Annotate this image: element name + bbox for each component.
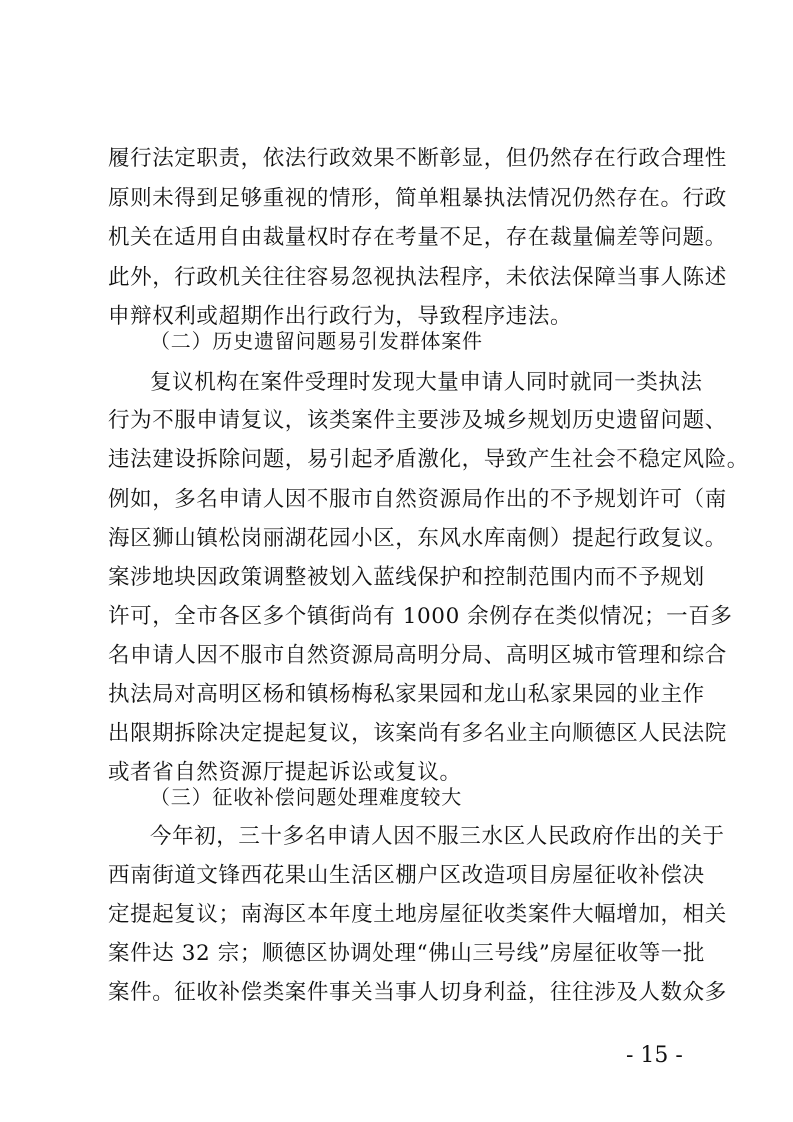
body-text-line: 执法局对高明区杨和镇杨梅私家果园和龙山私家果园的业主作	[108, 682, 705, 707]
body-text-line: 案涉地块因政策调整被划入蓝线保护和控制范围内而不予规划	[108, 565, 705, 590]
body-text-line: 机关在适用自由裁量权时存在考量不足，存在裁量偏差等问题。	[108, 225, 727, 250]
body-text-line: 原则未得到足够重视的情形，简单粗暴执法情况仍然存在。行政	[108, 186, 727, 211]
body-text-line: 出限期拆除决定提起复议，该案尚有多名业主向顺德区人民法院	[108, 721, 727, 746]
body-text-line: 案件。征收补偿类案件事关当事人切身利益，往往涉及人数众多	[108, 980, 727, 1005]
body-text-line: 履行法定职责，依法行政效果不断彰显，但仍然存在行政合理性	[108, 146, 727, 171]
body-text-line: 名申请人因不服市自然资源局高明分局、高明区城市管理和综合	[108, 643, 727, 668]
body-text-line: 西南街道文锋西花果山生活区棚户区改造项目房屋征收补偿决	[108, 863, 705, 888]
body-text-line: 申辩权利或超期作出行政行为，导致程序违法。	[108, 304, 573, 329]
body-text-line: 案件达 32 宗；顺德区协调处理“佛山三号线”房屋征收等一批	[108, 941, 706, 966]
body-text-line: 或者省自然资源厅提起诉讼或复议。	[108, 760, 462, 785]
body-text-line: 海区狮山镇松岗丽湖花园小区，东风水库南侧）提起行政复议。	[108, 526, 727, 551]
body-text-line: 例如，多名申请人因不服市自然资源局作出的不予规划许可（南	[108, 487, 727, 512]
body-text-line: 许可，全市各区多个镇街尚有 1000 余例存在类似情况；一百多	[108, 604, 733, 629]
section-heading-3: （三）征收补偿问题处理难度较大	[150, 785, 462, 809]
body-text-line: 定提起复议；南海区本年度土地房屋征收类案件大幅增加，相关	[108, 902, 727, 927]
paragraph-first-line: 复议机构在案件受理时发现大量申请人同时就同一类执法	[150, 370, 703, 395]
body-text-line: 行为不服申请复议，该类案件主要涉及城乡规划历史遗留问题、	[108, 408, 727, 433]
section-heading-2: （二）历史遗留问题易引发群体案件	[150, 329, 483, 353]
page-number: - 15 -	[626, 1043, 683, 1068]
body-text-line: 此外，行政机关往往容易忽视执法程序，未依法保障当事人陈述	[108, 265, 727, 290]
body-text-line: 违法建设拆除问题，易引起矛盾激化，导致产生社会不稳定风险。	[108, 447, 749, 472]
paragraph-first-line: 今年初，三十多名申请人因不服三水区人民政府作出的关于	[150, 824, 725, 849]
